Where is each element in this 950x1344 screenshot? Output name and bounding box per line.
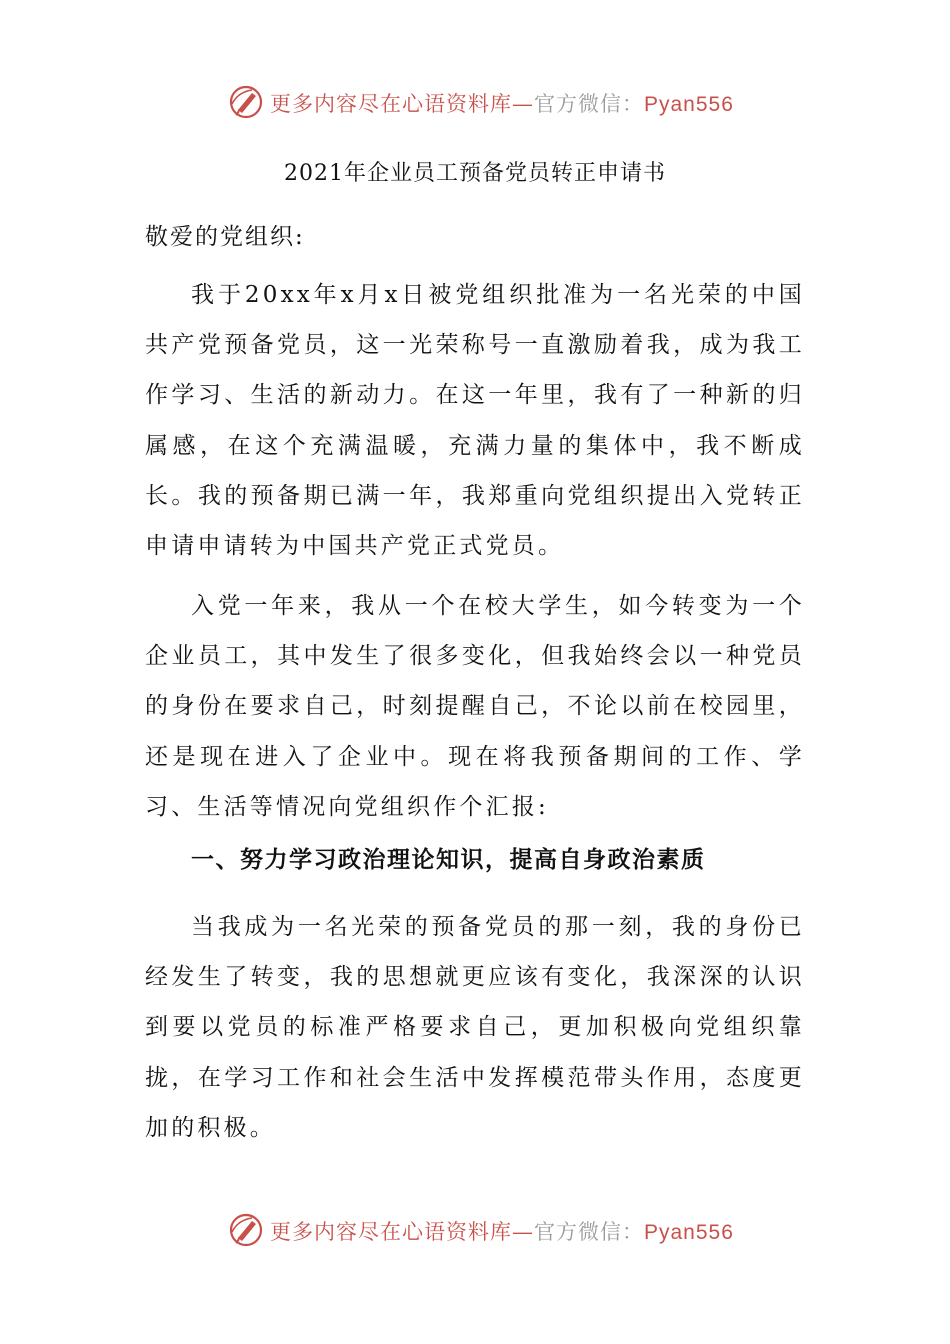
section-heading: 一、努力学习政治理论知识，提高自身政治素质 bbox=[191, 847, 706, 873]
pen-circle-icon bbox=[228, 84, 264, 120]
watermark-banner-top bbox=[0, 82, 950, 122]
salutation: 敬爱的党组织: bbox=[145, 224, 305, 250]
watermark-main-bottom: 更多内容尽在心语资料库 bbox=[270, 1220, 512, 1244]
watermark-main: 更多内容尽在心语资料库 bbox=[270, 92, 512, 116]
watermark-separator-bottom: — bbox=[512, 1220, 534, 1244]
watermark-separator: — bbox=[512, 92, 534, 116]
paragraph-3: 当我成为一名光荣的预备党员的那一刻，我的身份已经发生了转变，我的思想就更应该有变化，我深深的认识到要以党员的标准严格要求自己，更加积极向党组织靠拢，在学习工作和社会生活中发挥模范带头作用，态度更加的积极。 bbox=[145, 914, 805, 1141]
paragraph-1: 我于20xx年x月x日被党组织批准为一名光荣的中国共产党预备党员，这一光荣称号一直激励着我，成为我工作学习、生活的新动力。在这一年里，我有了一种新的归属感，在这个充满温暖，充满力量的集体中，我不断成长。我的预备期已满一年，我郑重向党组织提出入党转正申请申请转为中国共产党正式党员。 bbox=[145, 282, 805, 560]
document-title: 2021年企业员工预备党员转正申请书 bbox=[284, 161, 666, 186]
paragraph-2: 入党一年来，我从一个在校大学生，如今转变为一个企业员工，其中发生了很多变化，但我始终会以一种党员的身份在要求自己，时刻提醒自己，不论以前在校园里，还是现在进入了企业中。现在将我预备期间的工作、学习、生活等情况向党组织作个汇报: bbox=[145, 593, 805, 820]
watermark-text bbox=[270, 88, 734, 118]
watermark-wechat: Pyan556 bbox=[644, 93, 734, 116]
watermark-banner-bottom bbox=[0, 1210, 950, 1250]
watermark-label-bottom: 官方微信： bbox=[534, 1220, 644, 1244]
watermark-text-bottom bbox=[270, 1216, 734, 1246]
watermark-wechat-bottom: Pyan556 bbox=[644, 1221, 734, 1244]
watermark-label: 官方微信： bbox=[534, 92, 644, 116]
pen-circle-icon bbox=[228, 1212, 264, 1248]
